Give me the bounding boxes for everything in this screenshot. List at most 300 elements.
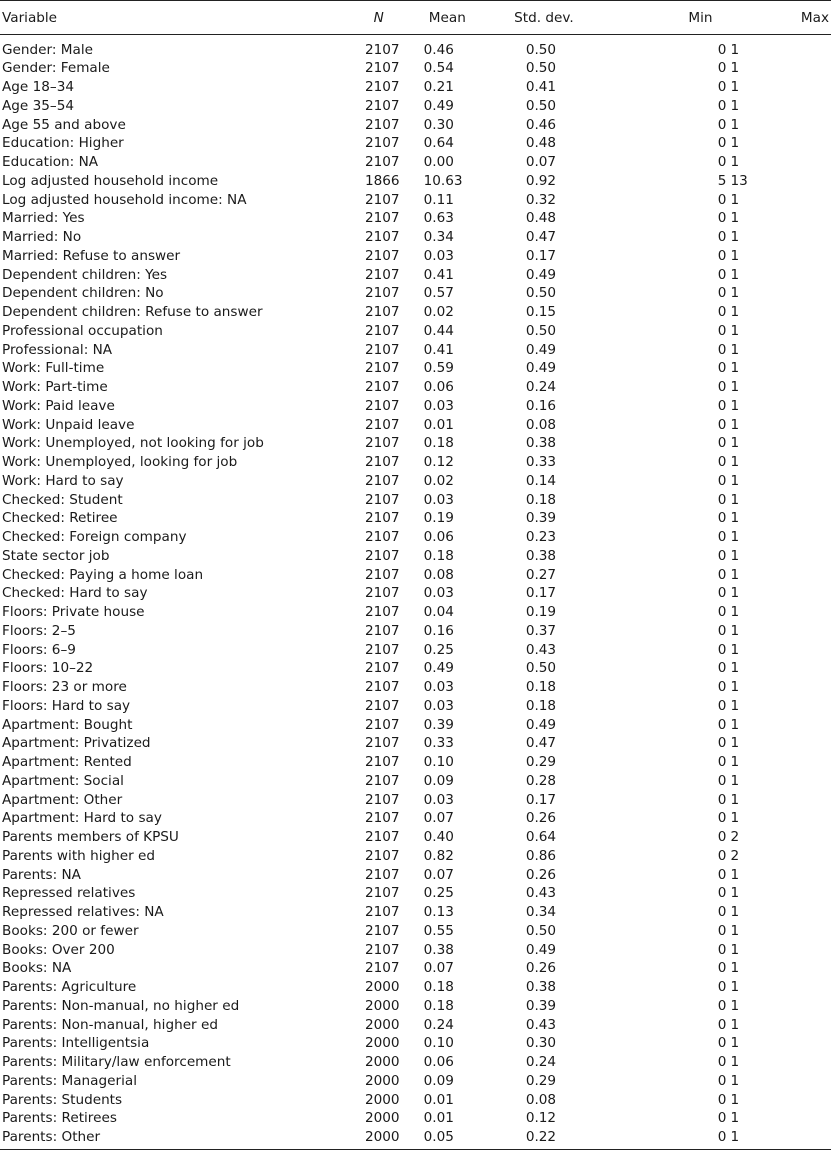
cell-mean: 0.03 (423, 697, 454, 714)
cell-mean: 0.55 (423, 922, 454, 939)
cell-n: 2107 (364, 922, 400, 939)
table-row (0, 978, 831, 997)
cell-n: 2107 (364, 154, 400, 171)
cell-variable: Work: Full-time (2, 360, 105, 377)
table-row (0, 97, 831, 116)
cell-max: 1 (730, 191, 740, 208)
table-row (0, 1015, 831, 1034)
cell-max: 1 (730, 266, 740, 283)
cell-max: 1 (730, 472, 740, 489)
cell-variable: Professional: NA (2, 341, 113, 358)
cell-mean: 0.24 (423, 1016, 454, 1033)
cell-max: 1 (730, 529, 740, 546)
cell-max: 1 (730, 979, 740, 996)
cell-min: 0 (717, 42, 727, 58)
cell-n: 2000 (364, 1091, 400, 1108)
cell-variable: Dependent children: Yes (2, 266, 168, 283)
cell-n: 2000 (364, 979, 400, 996)
cell-std-dev: 0.19 (525, 604, 557, 621)
table-row (0, 1109, 831, 1128)
cell-mean: 0.16 (423, 622, 454, 639)
cell-min: 0 (717, 454, 727, 471)
cell-variable: Dependent children: Refuse to answer (2, 304, 263, 321)
cell-mean: 0.07 (423, 810, 454, 827)
cell-min: 0 (717, 1054, 727, 1071)
cell-variable: Floors: Hard to say (2, 697, 131, 714)
cell-min: 0 (717, 791, 727, 808)
cell-n: 2107 (364, 491, 400, 508)
table-row (0, 959, 831, 978)
cell-variable: Gender: Male (2, 42, 93, 58)
cell-max: 1 (730, 547, 740, 564)
cell-max: 1 (730, 435, 740, 452)
cell-std-dev: 0.17 (525, 585, 557, 602)
cell-mean: 0.41 (423, 266, 454, 283)
cell-variable: Married: No (2, 229, 82, 246)
cell-mean: 0.01 (423, 1091, 454, 1108)
cell-max: 1 (730, 454, 740, 471)
table-row (0, 1072, 831, 1091)
cell-std-dev: 0.15 (525, 304, 557, 321)
cell-n: 2107 (364, 135, 400, 152)
cell-variable: Parents: Non-manual, higher ed (2, 1016, 218, 1033)
cell-std-dev: 0.50 (525, 97, 557, 114)
cell-max: 1 (730, 154, 740, 171)
table-row (0, 378, 831, 397)
cell-max: 1 (730, 116, 740, 133)
cell-n: 2107 (364, 42, 400, 58)
cell-mean: 0.06 (423, 529, 454, 546)
cell-n: 2107 (364, 866, 400, 883)
cell-max: 2 (730, 847, 740, 864)
cell-mean: 0.49 (423, 660, 454, 677)
cell-std-dev: 0.50 (525, 285, 557, 302)
table-row (0, 884, 831, 903)
cell-n: 2107 (364, 510, 400, 527)
cell-min: 0 (717, 97, 727, 114)
cell-min: 0 (717, 191, 727, 208)
table-row (0, 190, 831, 209)
cell-min: 0 (717, 622, 727, 639)
cell-mean: 0.41 (423, 341, 454, 358)
cell-std-dev: 0.17 (525, 791, 557, 808)
cell-mean: 0.07 (423, 866, 454, 883)
cell-mean: 0.82 (423, 847, 454, 864)
cell-std-dev: 0.18 (525, 697, 557, 714)
table-row (0, 584, 831, 603)
cell-variable: Apartment: Other (2, 791, 123, 808)
cell-std-dev: 0.32 (525, 191, 557, 208)
cell-n: 2000 (364, 1016, 400, 1033)
cell-variable: Floors: Private house (2, 604, 145, 621)
cell-std-dev: 0.43 (525, 1016, 557, 1033)
table-row (0, 678, 831, 697)
cell-variable: Education: Higher (2, 135, 124, 152)
cell-max: 1 (730, 922, 740, 939)
cell-variable: Floors: 6–9 (2, 641, 76, 658)
cell-n: 2000 (364, 1035, 400, 1052)
cell-std-dev: 0.26 (525, 960, 557, 977)
header-row (0, 1, 831, 35)
cell-n: 2107 (364, 454, 400, 471)
table-row (0, 922, 831, 941)
cell-variable: Floors: 10–22 (2, 660, 94, 677)
cell-max: 1 (730, 735, 740, 752)
table-row (0, 397, 831, 416)
cell-variable: Checked: Retiree (2, 510, 118, 527)
cell-variable: Apartment: Hard to say (2, 810, 162, 827)
table-row (0, 115, 831, 134)
cell-max: 1 (730, 322, 740, 339)
cell-n: 2107 (364, 266, 400, 283)
cell-min: 0 (717, 529, 727, 546)
cell-mean: 0.10 (423, 1035, 454, 1052)
cell-min: 0 (717, 341, 727, 358)
header-mean: Mean (404, 1, 470, 35)
cell-std-dev: 0.39 (525, 510, 557, 527)
cell-min: 0 (717, 810, 727, 827)
cell-n: 2107 (364, 341, 400, 358)
cell-max: 1 (730, 585, 740, 602)
cell-variable: Married: Yes (2, 210, 85, 227)
cell-n: 2000 (354, 1128, 404, 1150)
cell-n: 2107 (364, 191, 400, 208)
cell-min: 0 (717, 360, 727, 377)
cell-min: 0 (717, 997, 727, 1014)
cell-variable: Parents members of KPSU (2, 829, 179, 846)
cell-max: 1 (730, 960, 740, 977)
cell-min: 0 (717, 904, 727, 921)
table-row (0, 809, 831, 828)
table-row (0, 640, 831, 659)
cell-mean: 0.18 (423, 997, 454, 1014)
header-n: N (354, 1, 404, 35)
cell-std-dev: 0.22 (470, 1128, 586, 1150)
cell-std-dev: 0.49 (525, 941, 557, 958)
cell-n: 1866 (364, 172, 400, 189)
cell-mean: 0.03 (423, 791, 454, 808)
cell-min: 0 (717, 247, 727, 264)
cell-mean: 0.18 (423, 547, 454, 564)
cell-n: 2107 (364, 904, 400, 921)
cell-min: 0 (717, 697, 727, 714)
header-min: Min (586, 1, 728, 35)
cell-variable: Age 55 and above (2, 116, 126, 133)
cell-max: 1 (730, 397, 740, 414)
cell-std-dev: 0.38 (525, 435, 557, 452)
cell-n: 2107 (364, 116, 400, 133)
cell-max: 1 (730, 1035, 740, 1052)
cell-variable: Work: Unemployed, not looking for job (2, 435, 264, 452)
cell-n: 2107 (364, 247, 400, 264)
cell-max: 1 (730, 679, 740, 696)
cell-variable: Parents: Agriculture (2, 979, 137, 996)
cell-min: 0 (717, 772, 727, 789)
cell-mean: 0.12 (423, 454, 454, 471)
cell-n: 2107 (364, 322, 400, 339)
cell-std-dev: 0.38 (525, 979, 557, 996)
cell-variable: Parents: Managerial (2, 1072, 137, 1089)
cell-min: 0 (717, 1110, 727, 1127)
cell-std-dev: 0.26 (525, 866, 557, 883)
cell-std-dev: 0.50 (525, 922, 557, 939)
table-row (0, 153, 831, 172)
cell-variable: Repressed relatives (2, 885, 136, 902)
cell-std-dev: 0.43 (525, 885, 557, 902)
cell-std-dev: 0.41 (525, 79, 557, 96)
table-row (0, 247, 831, 266)
cell-mean: 0.40 (423, 829, 454, 846)
cell-mean: 0.03 (423, 397, 454, 414)
cell-n: 2107 (364, 435, 400, 452)
header-max: Max (727, 1, 831, 35)
cell-max: 1 (730, 510, 740, 527)
cell-mean: 0.03 (423, 585, 454, 602)
cell-mean: 0.46 (423, 42, 454, 58)
cell-mean: 0.06 (423, 379, 454, 396)
cell-variable: Books: NA (2, 960, 72, 977)
cell-variable: Checked: Student (2, 491, 123, 508)
cell-min: 0 (717, 304, 727, 321)
cell-max: 1 (730, 416, 740, 433)
cell-n: 2107 (364, 566, 400, 583)
cell-min: 0 (717, 679, 727, 696)
cell-mean: 0.25 (423, 885, 454, 902)
cell-std-dev: 0.50 (525, 42, 557, 58)
cell-std-dev: 0.18 (525, 491, 557, 508)
cell-mean: 0.49 (423, 97, 454, 114)
cell-variable: Repressed relatives: NA (2, 904, 164, 921)
cell-mean: 0.01 (423, 416, 454, 433)
cell-variable: Age 18–34 (2, 79, 75, 96)
cell-min: 0 (717, 979, 727, 996)
cell-n: 2107 (364, 304, 400, 321)
cell-min: 0 (717, 660, 727, 677)
cell-min: 0 (717, 266, 727, 283)
cell-variable: Parents: NA (2, 866, 81, 883)
cell-min: 0 (717, 585, 727, 602)
cell-n: 2107 (364, 604, 400, 621)
cell-n: 2107 (364, 416, 400, 433)
cell-mean: 0.44 (423, 322, 454, 339)
cell-min: 0 (717, 1016, 727, 1033)
cell-max: 1 (730, 341, 740, 358)
cell-n: 2107 (364, 529, 400, 546)
cell-mean: 0.04 (423, 604, 454, 621)
cell-std-dev: 0.47 (525, 229, 557, 246)
table-row (0, 997, 831, 1016)
cell-mean: 0.11 (423, 191, 454, 208)
cell-mean: 0.59 (423, 360, 454, 377)
cell-variable: Parents: Retirees (2, 1110, 117, 1127)
table-row (0, 134, 831, 153)
cell-mean: 0.13 (423, 904, 454, 921)
cell-mean: 0.39 (423, 716, 454, 733)
cell-mean: 0.07 (423, 960, 454, 977)
cell-n: 2000 (364, 1054, 400, 1071)
cell-std-dev: 0.49 (525, 716, 557, 733)
cell-std-dev: 0.24 (525, 379, 557, 396)
cell-std-dev: 0.30 (525, 1035, 557, 1052)
cell-n: 2107 (364, 735, 400, 752)
cell-min: 0 (717, 866, 727, 883)
cell-std-dev: 0.34 (525, 904, 557, 921)
table-row (0, 509, 831, 528)
cell-max: 1 (730, 754, 740, 771)
cell-max: 1 (730, 566, 740, 583)
cell-max: 1 (730, 210, 740, 227)
cell-n: 2107 (364, 360, 400, 377)
cell-std-dev: 0.39 (525, 997, 557, 1014)
cell-n: 2107 (364, 285, 400, 302)
cell-mean: 0.25 (423, 641, 454, 658)
cell-std-dev: 0.50 (525, 60, 557, 77)
cell-std-dev: 0.49 (525, 341, 557, 358)
table-row (0, 772, 831, 791)
cell-variable: Work: Unpaid leave (2, 416, 135, 433)
table-row (0, 528, 831, 547)
cell-min: 0 (717, 510, 727, 527)
cell-n: 2107 (364, 791, 400, 808)
cell-std-dev: 0.37 (525, 622, 557, 639)
cell-max: 2 (730, 829, 740, 846)
cell-min: 0 (717, 416, 727, 433)
cell-std-dev: 0.49 (525, 360, 557, 377)
cell-max: 1 (730, 135, 740, 152)
cell-min: 0 (717, 229, 727, 246)
cell-variable: Gender: Female (2, 60, 110, 77)
cell-variable: Professional occupation (2, 322, 163, 339)
cell-n: 2107 (364, 585, 400, 602)
table-row (0, 359, 831, 378)
cell-n: 2107 (364, 829, 400, 846)
table-row (0, 847, 831, 866)
cell-variable: Work: Part-time (2, 379, 108, 396)
cell-max: 1 (730, 641, 740, 658)
cell-min: 0 (717, 547, 727, 564)
cell-std-dev: 0.86 (525, 847, 557, 864)
table-row (0, 697, 831, 716)
cell-std-dev: 0.29 (525, 754, 557, 771)
cell-max: 1 (730, 285, 740, 302)
cell-mean: 0.38 (423, 941, 454, 958)
cell-variable: Education: NA (2, 154, 99, 171)
table-row (0, 565, 831, 584)
cell-min: 0 (717, 960, 727, 977)
cell-n: 2107 (364, 679, 400, 696)
cell-n: 2107 (364, 697, 400, 714)
cell-max: 1 (730, 810, 740, 827)
cell-mean: 0.02 (423, 472, 454, 489)
table-row (0, 415, 831, 434)
cell-mean: 10.63 (423, 172, 463, 189)
cell-min: 5 (717, 172, 727, 189)
cell-n: 2107 (364, 60, 400, 77)
cell-min: 0 (717, 566, 727, 583)
cell-max: 1 (730, 42, 740, 58)
cell-max: 1 (730, 716, 740, 733)
cell-variable: Apartment: Bought (2, 716, 133, 733)
cell-n: 2000 (364, 997, 400, 1014)
cell-std-dev: 0.33 (525, 454, 557, 471)
cell-n: 2000 (364, 1072, 400, 1089)
table-row (0, 940, 831, 959)
table-row (0, 715, 831, 734)
cell-mean: 0.18 (423, 979, 454, 996)
cell-variable: Parents: Non-manual, no higher ed (2, 997, 240, 1014)
cell-mean: 0.02 (423, 304, 454, 321)
cell-max: 1 (730, 229, 740, 246)
table-row (0, 753, 831, 772)
cell-n: 2107 (364, 941, 400, 958)
cell-std-dev: 0.29 (525, 1072, 557, 1089)
cell-variable: Parents: Intelligentsia (2, 1035, 150, 1052)
table-row (0, 603, 831, 622)
cell-mean: 0.33 (423, 735, 454, 752)
cell-n: 2107 (364, 472, 400, 489)
cell-min: 0 (586, 1128, 728, 1150)
cell-min: 0 (717, 472, 727, 489)
cell-min: 0 (717, 116, 727, 133)
cell-std-dev: 0.46 (525, 116, 557, 133)
table-row (0, 472, 831, 491)
table-row (0, 790, 831, 809)
cell-std-dev: 0.14 (525, 472, 557, 489)
cell-mean: 0.34 (423, 229, 454, 246)
cell-min: 0 (717, 491, 727, 508)
cell-max: 1 (730, 866, 740, 883)
cell-std-dev: 0.12 (525, 1110, 557, 1127)
cell-min: 0 (717, 847, 727, 864)
cell-min: 0 (717, 641, 727, 658)
cell-min: 0 (717, 754, 727, 771)
cell-variable: Log adjusted household income: NA (2, 191, 247, 208)
cell-variable: Apartment: Privatized (2, 735, 151, 752)
cell-min: 0 (717, 397, 727, 414)
table-row (0, 35, 831, 60)
cell-max: 13 (730, 172, 748, 189)
table-row (0, 1053, 831, 1072)
cell-mean: 0.21 (423, 79, 454, 96)
cell-n: 2107 (364, 229, 400, 246)
cell-variable: Checked: Hard to say (2, 585, 148, 602)
cell-min: 0 (717, 1091, 727, 1108)
cell-variable: Checked: Paying a home loan (2, 566, 204, 583)
cell-n: 2107 (364, 97, 400, 114)
cell-max: 1 (730, 1072, 740, 1089)
cell-std-dev: 0.50 (525, 660, 557, 677)
cell-std-dev: 0.08 (525, 1091, 557, 1108)
cell-max: 1 (730, 660, 740, 677)
cell-min: 0 (717, 1072, 727, 1089)
cell-max: 1 (730, 79, 740, 96)
cell-mean: 0.63 (423, 210, 454, 227)
table-row (0, 734, 831, 753)
table-row (0, 59, 831, 78)
cell-std-dev: 0.48 (525, 135, 557, 152)
table-row (0, 622, 831, 641)
table-row (0, 865, 831, 884)
cell-n: 2107 (364, 960, 400, 977)
cell-min: 0 (717, 210, 727, 227)
cell-variable: Work: Paid leave (2, 397, 115, 414)
cell-min: 0 (717, 735, 727, 752)
cell-min: 0 (717, 941, 727, 958)
cell-mean: 0.03 (423, 679, 454, 696)
cell-n: 2107 (364, 660, 400, 677)
cell-max: 1 (730, 791, 740, 808)
table-row (0, 322, 831, 341)
